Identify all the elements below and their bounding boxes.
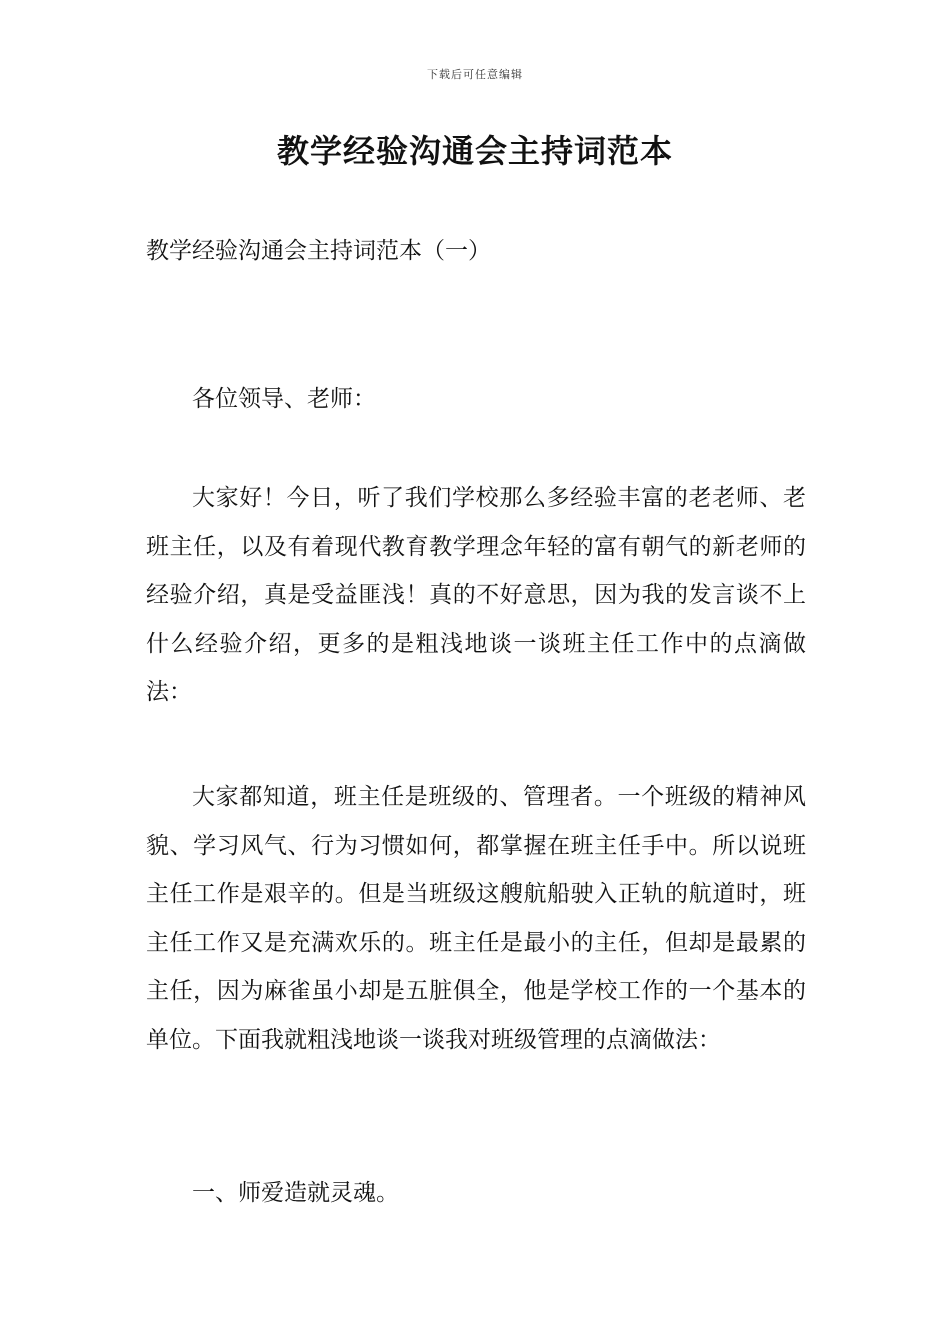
section-heading: 一、师爱造就灵魂。 — [192, 1180, 399, 1206]
body-paragraph-2: 大家都知道，班主任是班级的、管理者。一个班级的精神风貌、学习风气、行为习惯如何，都掌握在班主任手中。所以说班主任工作是艰辛的。但是当班级这艘航船驶入正轨的航道时，班主任工作又是充满欢乐的。班主任是最小的主任，但却是最累的主任，因为麻雀虽小却是五脏俱全，他是学校工作的一个基本的单位。下面我就粗浅地谈一谈我对班级管理的点滴做法： — [146, 784, 806, 1053]
document-subtitle: 教学经验沟通会主持词范本（一） — [146, 238, 491, 264]
body-paragraph-1: 大家好！今日，听了我们学校那么多经验丰富的老老师、老班主任，以及有着现代教育教学理念年轻的富有朝气的新老师的经验介绍，真是受益匪浅！真的不好意思，因为我的发言谈不上什么经验介绍，更多的是粗浅地谈一谈班主任工作中的点滴做法： — [146, 485, 806, 705]
header-note: 下载后可任意编辑 — [427, 68, 523, 81]
greeting-line: 各位领导、老师： — [192, 386, 376, 412]
document-title: 教学经验沟通会主持词范本 — [276, 132, 673, 170]
